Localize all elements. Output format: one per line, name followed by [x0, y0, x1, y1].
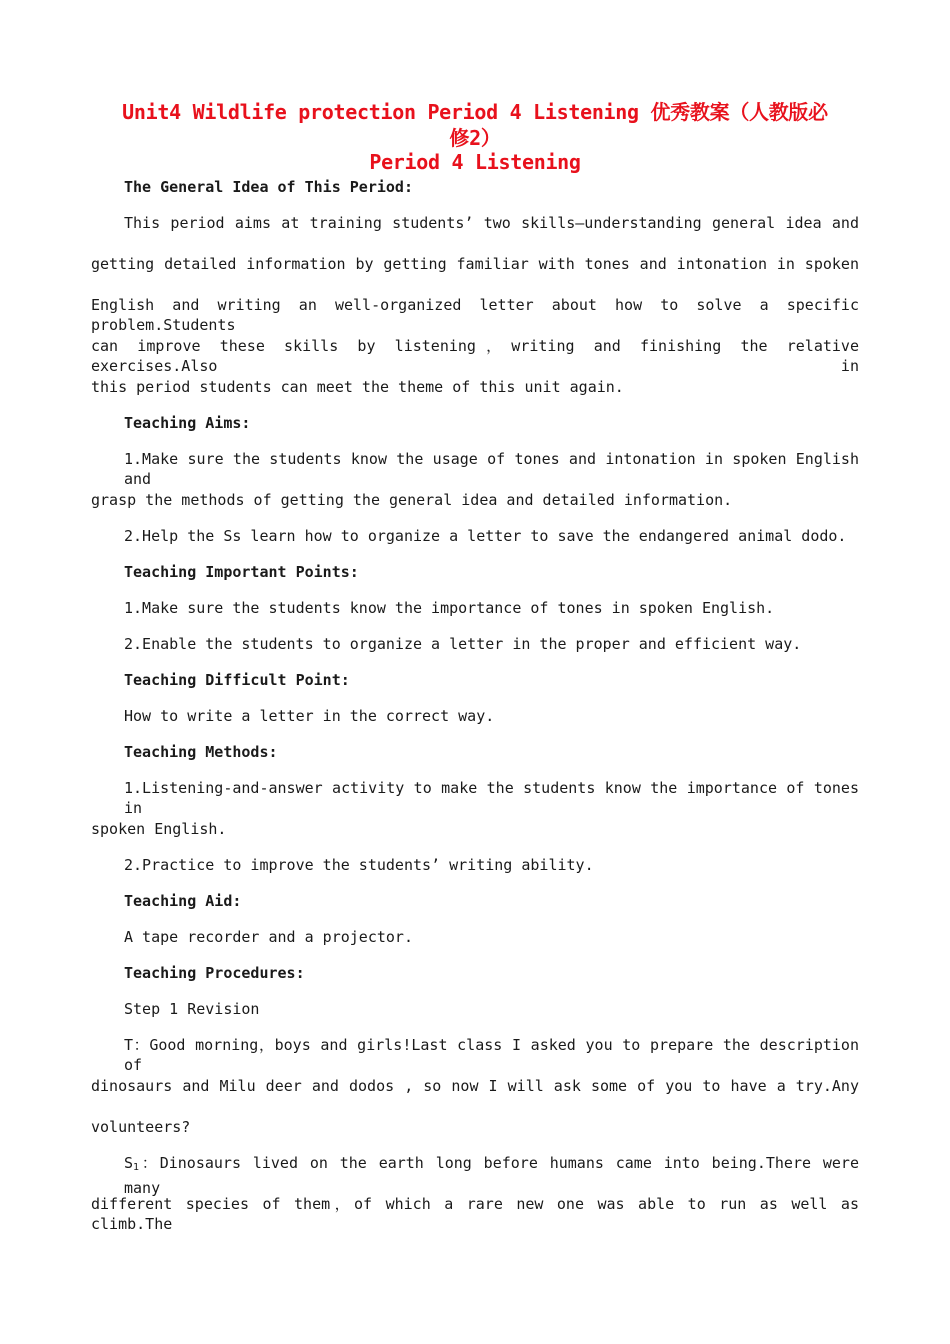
important-points-item-1: 1.Make sure the students know the importance of tones in spoken English. — [124, 599, 775, 617]
student-1-dialogue-line-2: different species of them，of which a rare new one was able to run as well as climb.The — [91, 1195, 859, 1233]
general-idea-heading: The General Idea of This Period: — [124, 178, 413, 196]
teaching-aims-item-1-line-1: 1.Make sure the students know the usage of tones and intonation in spoken English and — [124, 450, 859, 488]
teacher-dialogue-line-1: T：Good morning，boys and girls!Last class I asked you to prepare the description of — [124, 1036, 859, 1074]
procedures-heading: Teaching Procedures: — [124, 964, 305, 982]
methods-item-1-line-1: 1.Listening-and-answer activity to make the students know the importance of tones in — [124, 779, 859, 817]
teacher-dialogue-line-2: dinosaurs and Milu deer and dodos , so now I will ask some of you to have a try.Any — [91, 1077, 859, 1095]
methods-item-1-line-2: spoken English. — [91, 820, 227, 838]
important-points-item-2: 2.Enable the students to organize a letter in the proper and efficient way. — [124, 635, 802, 653]
general-idea-line-3: English and writing an well-organized letter about how to solve a specific problem.Students — [91, 296, 859, 334]
teacher-dialogue-line-3: volunteers? — [91, 1118, 191, 1136]
student-1-label: $S_1$ — [124, 1154, 140, 1173]
student-1-text: ：Dinosaurs lived on the earth long before humans came into being.There were many — [124, 1154, 859, 1197]
title-line-2: 修2） — [449, 126, 501, 150]
difficult-point-text: How to write a letter in the correct way. — [124, 707, 495, 725]
general-idea-line-2: getting detailed information by getting familiar with tones and intonation in spoken — [91, 255, 859, 273]
teaching-aims-item-1-line-2: grasp the methods of getting the general idea and detailed information. — [91, 491, 733, 509]
difficult-point-heading: Teaching Difficult Point: — [124, 671, 350, 689]
general-idea-line-4: can improve these skills by listening，writing and finishing the relative exercises.Also in — [91, 337, 859, 375]
methods-item-2: 2.Practice to improve the students’ writing ability. — [124, 856, 594, 874]
step-1-label: Step 1 Revision — [124, 1000, 260, 1018]
student-1-dialogue-line-1 — [124, 1153, 859, 1198]
teaching-aid-heading: Teaching Aid: — [124, 892, 242, 910]
important-points-heading: Teaching Important Points: — [124, 563, 359, 581]
title-line-1: Unit4 Wildlife protection Period 4 Listening 优秀教案（人教版必 — [122, 100, 828, 124]
teaching-aims-item-2: 2.Help the Ss learn how to organize a letter to save the endangered animal dodo. — [124, 527, 847, 545]
period-subtitle: Period 4 Listening — [369, 150, 581, 174]
teaching-aims-heading: Teaching Aims: — [124, 414, 251, 432]
general-idea-line-1: This period aims at training students’ two skills—understanding general idea and — [124, 214, 859, 232]
methods-heading: Teaching Methods: — [124, 743, 278, 761]
document-title — [91, 99, 859, 151]
general-idea-line-5: this period students can meet the theme of this unit again. — [91, 378, 624, 396]
teaching-aid-text: A tape recorder and a projector. — [124, 928, 413, 946]
